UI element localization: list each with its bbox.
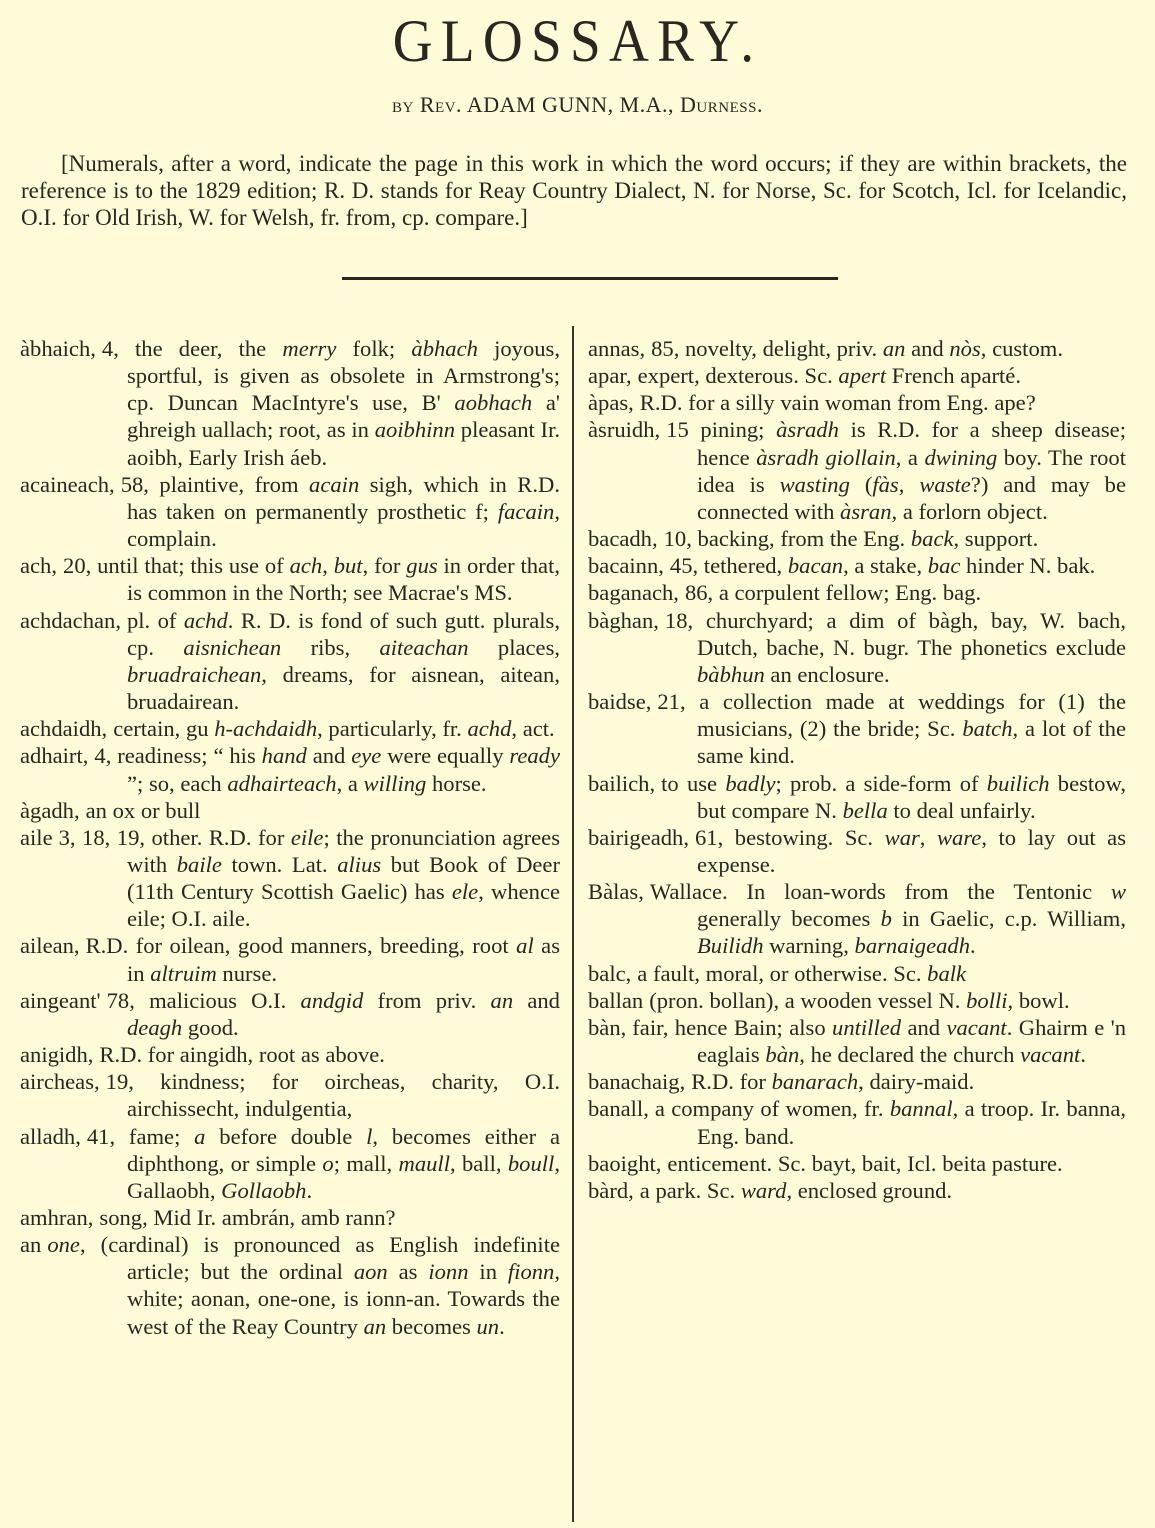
headword: aingeant' [20, 987, 101, 1013]
column-divider [572, 326, 574, 1522]
definition-text: ; prob. a side-form of [775, 770, 987, 796]
headword: ballan [588, 987, 644, 1013]
italic-term: bannal [889, 1096, 953, 1122]
definition-text: an ox or bull [85, 797, 201, 823]
italic-term: Gollaobh [221, 1177, 307, 1203]
definition-text: French aparté. [886, 363, 1021, 389]
definition-text: in Gaelic, c.p. William, [891, 906, 1126, 932]
intro-note: [Numerals, after a word, indicate the page in this work in which the word occurs; if they are within brackets, the reference is to the 1829 edition; R. D. stands for Reay Country Dialect, N. for Norse, Sc. for Scotch, Icl. for Icelandic, O.I. for Old Irish, W. for Welsh, fr. from, cp. compare.] [21, 151, 1127, 231]
glossary-entry [588, 1068, 1126, 1095]
definition-text: 21, a collection made at weddings for (1) the musicians, (2) the bride; Sc. [657, 689, 1126, 742]
definition-text: from priv. [363, 987, 491, 1013]
definition-text: , complain. [127, 498, 560, 552]
glossary-entry [20, 824, 560, 933]
definition-text: horse. [426, 770, 487, 796]
italic-term: aobhach [454, 390, 533, 416]
italic-term: bella [842, 797, 888, 823]
definition-text: , [898, 471, 920, 497]
definition-text: 41, fame; [86, 1123, 195, 1149]
definition-text: an enclosure. [764, 661, 890, 687]
definition-text: but Book of Deer (11th Century Scottish Gaelic) has [127, 851, 560, 905]
definition-text: town. Lat. [221, 851, 338, 877]
italic-term: àsradh [776, 417, 839, 443]
headword: bailich, [588, 770, 656, 796]
italic-term: deagh [127, 1014, 183, 1040]
byline: by Rev. ADAM GUNN, M.A., Durness. [392, 92, 763, 117]
definition-text: , act. [511, 716, 555, 742]
definition-text: ; the pronunciation agrees with [127, 824, 560, 877]
italic-term: fionn [507, 1259, 555, 1285]
italic-term: but [333, 553, 363, 579]
glossary-entry [20, 797, 560, 824]
italic-term: bàbhun [697, 661, 765, 687]
definition-text: , particularly, fr. [317, 716, 468, 742]
italic-term: vacant [1020, 1042, 1081, 1068]
definition-text: 20, until that; this use of [63, 553, 290, 579]
headword: adhairt, [20, 743, 89, 769]
definition-text: , bowl. [1007, 987, 1070, 1013]
glossary-entry [588, 1095, 1126, 1149]
glossary-entry [20, 987, 560, 1041]
glossary-entry [20, 1041, 560, 1068]
definition-text: before double [205, 1123, 367, 1149]
definition-text: 78, malicious O.I. [106, 987, 301, 1013]
definition-text: were equally [381, 743, 510, 769]
definition-text: pl. of [126, 607, 184, 633]
definition-text: R.D. for aingidh, root as above. [99, 1042, 385, 1068]
italic-term: back [910, 526, 954, 552]
definition-text: 45, tethered, [669, 553, 788, 579]
headword: anigidh, [20, 1042, 94, 1068]
headword: an [20, 1232, 42, 1258]
italic-term: eile [290, 824, 324, 850]
definition-text: in order that, is common in the North; see Macrae's MS. [127, 553, 561, 606]
definition-text: as in [127, 933, 560, 986]
headword: bacadh, [588, 526, 658, 552]
italic-term: vacant [946, 1014, 1007, 1040]
italic-term: ele [451, 879, 479, 905]
divider-rule [342, 277, 838, 280]
italic-term: an [490, 987, 514, 1013]
italic-term: baile [176, 851, 222, 877]
definition-text: , dreams, for aisnean, aitean, bruadairean. [127, 661, 560, 715]
definition-text: , he declared the church [799, 1042, 1021, 1068]
glossary-entry [588, 1150, 1126, 1177]
definition-text: is R.D. for a sheep disease; hence [697, 417, 1126, 470]
headword: Bàlas, [588, 879, 644, 905]
headword: banachaig, [588, 1069, 686, 1095]
definition-text: , white; aonan, one-one, is ionn-an. Towards the west of the Reay Country [127, 1259, 561, 1339]
definition-text: , a [895, 444, 925, 470]
definition-text: generally becomes [697, 906, 881, 932]
definition-text: , a troop. Ir. banna, Eng. band. [697, 1096, 1126, 1149]
definition-text: 85, novelty, delight, priv. [651, 336, 883, 361]
definition-text: to deal unfairly. [887, 797, 1036, 823]
headword: bàn, [588, 1014, 627, 1040]
headword: àpas, [588, 390, 634, 416]
definition-text: and [905, 336, 950, 361]
definition-text: , support. [953, 526, 1039, 552]
definition-text: becomes [386, 1313, 477, 1339]
glossary-entry [20, 1123, 560, 1204]
glossary-entry [588, 362, 1126, 389]
italic-term: àbhach [411, 336, 478, 361]
definition-text: fair, hence Bain; also [632, 1014, 833, 1040]
italic-term: aisnichean [183, 634, 282, 660]
definition-text: good. [182, 1014, 239, 1040]
italic-term: builich [986, 770, 1050, 796]
glossary-entry [588, 688, 1126, 769]
glossary-entry [588, 335, 1126, 362]
definition-text: bestow, but compare N. [697, 770, 1126, 823]
definition-text: , [322, 553, 334, 579]
italic-term: ready [509, 743, 561, 769]
definition-text: , becomes either a diphthong, or simple [127, 1123, 560, 1176]
glossary-entry [20, 607, 560, 716]
glossary-entry [20, 715, 560, 742]
italic-term: willing [363, 770, 427, 796]
definition-text: to use [661, 770, 726, 796]
italic-term: an [882, 336, 906, 361]
italic-term: badly [725, 770, 776, 796]
italic-term: waste [919, 471, 971, 497]
headword: ailean, [20, 933, 80, 959]
headword: achdaidh, [20, 716, 108, 742]
definition-text: and [306, 743, 352, 769]
definition-text: , a forlorn object. [891, 498, 1048, 524]
italic-term: a [194, 1123, 206, 1149]
glossary-entry [20, 1231, 560, 1340]
definition-text: and [901, 1014, 947, 1040]
definition-text: a park. Sc. [639, 1177, 741, 1203]
italic-term: un [476, 1313, 500, 1339]
italic-term: achd [183, 607, 228, 633]
definition-text: , a lot of the same kind. [697, 716, 1126, 769]
headword: àgadh, [20, 797, 80, 823]
glossary-entry [588, 824, 1126, 878]
glossary-entry [20, 1204, 560, 1231]
italic-term: fàs [872, 471, 899, 497]
definition-text: a fault, moral, or otherwise. Sc. [637, 960, 928, 986]
headword: ach, [20, 553, 58, 579]
definition-text: ; mall, [333, 1150, 399, 1176]
italic-term: ward [740, 1177, 787, 1203]
italic-term: barnaigeadh [854, 933, 970, 959]
italic-term: ionn [428, 1259, 469, 1285]
italic-term: maull [398, 1150, 450, 1176]
italic-term: al [516, 933, 534, 959]
definition-text: hinder N. bak. [960, 553, 1096, 579]
definition-text: 4, readiness; “ his [94, 743, 262, 769]
italic-term: àsran [840, 498, 892, 524]
glossary-entry [588, 525, 1126, 552]
definition-text: as [387, 1259, 429, 1285]
definition-text: R.D. for oilean, good manners, breeding, root [85, 933, 517, 959]
definition-text: 18, churchyard; a dim of bàgh, bay, W. bach, Dutch, bache, N. bugr. The phonetics exclude [664, 607, 1126, 660]
headword: àbhaich, [20, 336, 96, 361]
definition-text: , enclosed ground. [786, 1177, 953, 1203]
italic-term: aiteachan [379, 634, 469, 660]
italic-term: Builidh [697, 933, 764, 959]
definition-text: a' ghreigh uallach; root, as in [127, 390, 560, 443]
headword: bairigeadh, [588, 824, 689, 850]
glossary-entry [588, 960, 1126, 987]
glossary-entry [588, 416, 1126, 525]
italic-term: altruim [150, 960, 217, 986]
definition-text: places, [468, 634, 561, 660]
glossary-entry [588, 987, 1126, 1014]
definition-text: . R. D. is fond of such gutt. plurals, cp. [127, 607, 560, 660]
italic-term: one [47, 1232, 80, 1258]
definition-text: . [1080, 1042, 1086, 1068]
definition-text: (pron. bollan), a wooden vessel N. [649, 987, 967, 1013]
italic-term: adhairteach [227, 770, 337, 796]
definition-text: . Ghairm e 'n eaglais [697, 1014, 1126, 1068]
italic-term: hand [261, 743, 307, 769]
definition-text: certain, gu [113, 716, 215, 742]
glossary-entry [20, 1068, 560, 1122]
definition-text: joyous, sportful, is given as obsolete in Armstrong's; cp. Duncan MacIntyre's use, B' [127, 336, 560, 416]
glossary-entry [588, 1177, 1126, 1204]
italic-term: bolli [966, 987, 1008, 1013]
definition-text: boy. The root idea is [697, 444, 1126, 497]
glossary-entry [588, 552, 1126, 579]
italic-term: aon [353, 1259, 388, 1285]
italic-term: w [1110, 879, 1126, 905]
definition-text: R.D. for a silly vain woman from Eng. ape? [639, 390, 1036, 416]
definition-text: , (cardinal) is pronounced as English indefinite article; but the ordinal [79, 1232, 560, 1285]
headword: àsruidh, [588, 417, 661, 443]
definition-text: 86, a corpulent fellow; Eng. bag. [684, 580, 982, 606]
glossary-entry [588, 389, 1126, 416]
italic-term: merry [282, 336, 337, 361]
glossary-column-right [588, 335, 1126, 1204]
definition-text: , for [362, 553, 407, 579]
headword: baganach, [588, 580, 679, 606]
definition-text: warning, [763, 933, 855, 959]
italic-term: apert [838, 363, 887, 389]
definition-text: , whence eile; O.I. aile. [127, 879, 561, 932]
definition-text: , custom. [980, 336, 1063, 361]
italic-term: acain [309, 471, 360, 497]
italic-term: ach [289, 553, 323, 579]
definition-text: enticement. Sc. bayt, bait, Icl. beita pasture. [667, 1150, 1063, 1176]
italic-term: banarach [771, 1069, 859, 1095]
glossary-entry [588, 607, 1126, 688]
definition-text: , Gallaobh, [127, 1150, 560, 1203]
definition-text: , to lay out as expense. [697, 824, 1126, 877]
italic-term: l [366, 1123, 373, 1149]
definition-text: 19, kindness; for oircheas, charity, O.I. airchissecht, indulgentia, [105, 1069, 560, 1122]
definition-text: sigh, which in R.D. has taken on permanently prosthetic f; [127, 471, 560, 524]
definition-text: 4, the deer, the [101, 336, 283, 361]
page-title: GLOSSARY. [392, 8, 763, 74]
italic-term: eye [351, 743, 382, 769]
glossary-entry [20, 335, 560, 471]
italic-term: h-achdaidh [214, 716, 318, 742]
italic-term: ware [936, 824, 982, 850]
definition-text: , ball, [449, 1150, 508, 1176]
headword: bàghan, [588, 607, 659, 633]
italic-term: bàn [765, 1042, 800, 1068]
glossary-column-left [20, 335, 560, 1340]
headword: annas, [588, 336, 646, 361]
headword: apar, [588, 363, 632, 389]
glossary-entry [588, 579, 1126, 606]
headword: amhran, [20, 1205, 94, 1230]
italic-term: wasting [779, 471, 850, 497]
definition-text: pleasant Ir. aoibh, Early Irish áeb. [127, 417, 560, 470]
definition-text: 15 pining; [666, 417, 777, 443]
italic-term: an [363, 1313, 387, 1339]
italic-term: untilled [832, 1014, 902, 1040]
italic-term: andgid [300, 987, 364, 1013]
italic-term: nòs [949, 336, 981, 361]
definition-text: . [499, 1313, 505, 1339]
italic-term: àsradh giollain [756, 444, 896, 470]
italic-term: o [322, 1150, 334, 1176]
italic-term: achd [467, 716, 512, 742]
definition-text: ( [849, 471, 873, 497]
glossary-entry [588, 878, 1126, 959]
definition-text: in [468, 1259, 508, 1285]
headword: balc, [588, 960, 632, 986]
italic-term: batch [962, 716, 1013, 742]
definition-text: R.D. for [691, 1069, 772, 1095]
definition-text: 10, backing, from the Eng. [663, 526, 911, 552]
headword: bacainn, [588, 553, 664, 579]
glossary-entry [588, 770, 1126, 824]
italic-term: war [884, 824, 920, 850]
definition-text: and [513, 987, 560, 1013]
italic-term: bacan [787, 553, 844, 579]
definition-text: . [306, 1177, 313, 1203]
definition-text: , a [336, 770, 364, 796]
headword: aircheas, [20, 1069, 100, 1095]
glossary-entry [20, 471, 560, 552]
definition-text: , [919, 824, 937, 850]
glossary-entry [20, 552, 560, 606]
definition-text: 61, bestowing. Sc. [695, 824, 885, 850]
definition-text: . [970, 933, 976, 959]
definition-text: , dairy-maid. [858, 1069, 975, 1095]
definition-text: expert, dexterous. Sc. [637, 363, 839, 389]
definition-text: folk; [336, 336, 412, 361]
headword: banall, [588, 1096, 649, 1122]
glossary-entry [20, 932, 560, 986]
headword: acaineach, [20, 471, 115, 497]
definition-text: Wallace. In loan-words from the Tentonic [649, 879, 1111, 905]
definition-text: nurse. [216, 960, 278, 986]
headword: aile [20, 824, 53, 850]
definition-text: ribs, [281, 634, 380, 660]
italic-term: boull [507, 1150, 555, 1176]
italic-term: bruadraichean [127, 661, 262, 687]
definition-text: 3, 18, 19, other. R.D. for [58, 824, 291, 850]
glossary-entry [20, 742, 560, 796]
italic-term: b [880, 906, 892, 932]
definition-text: , a stake, [843, 553, 928, 579]
definition-text: a company of women, fr. [654, 1096, 890, 1122]
italic-term: aoibhinn [374, 417, 456, 443]
definition-text: 58, plaintive, from [120, 471, 310, 497]
italic-term: gus [406, 553, 438, 579]
definition-text: song, Mid Ir. ambrán, amb rann? [99, 1205, 396, 1230]
headword: alladh, [20, 1123, 81, 1149]
italic-term: alius [337, 851, 382, 877]
headword: achdachan, [20, 607, 121, 633]
definition-text: ”; so, each [127, 770, 228, 796]
italic-term: bac [927, 553, 961, 579]
headword: bàrd, [588, 1177, 634, 1203]
headword: baoight, [588, 1150, 662, 1176]
italic-term: dwining [924, 444, 998, 470]
italic-term: balk [927, 960, 967, 986]
definition-text: ?) and may be connected with [697, 471, 1127, 524]
glossary-entry [588, 1014, 1126, 1068]
headword: baidse, [588, 689, 652, 715]
italic-term: facain [497, 498, 555, 524]
